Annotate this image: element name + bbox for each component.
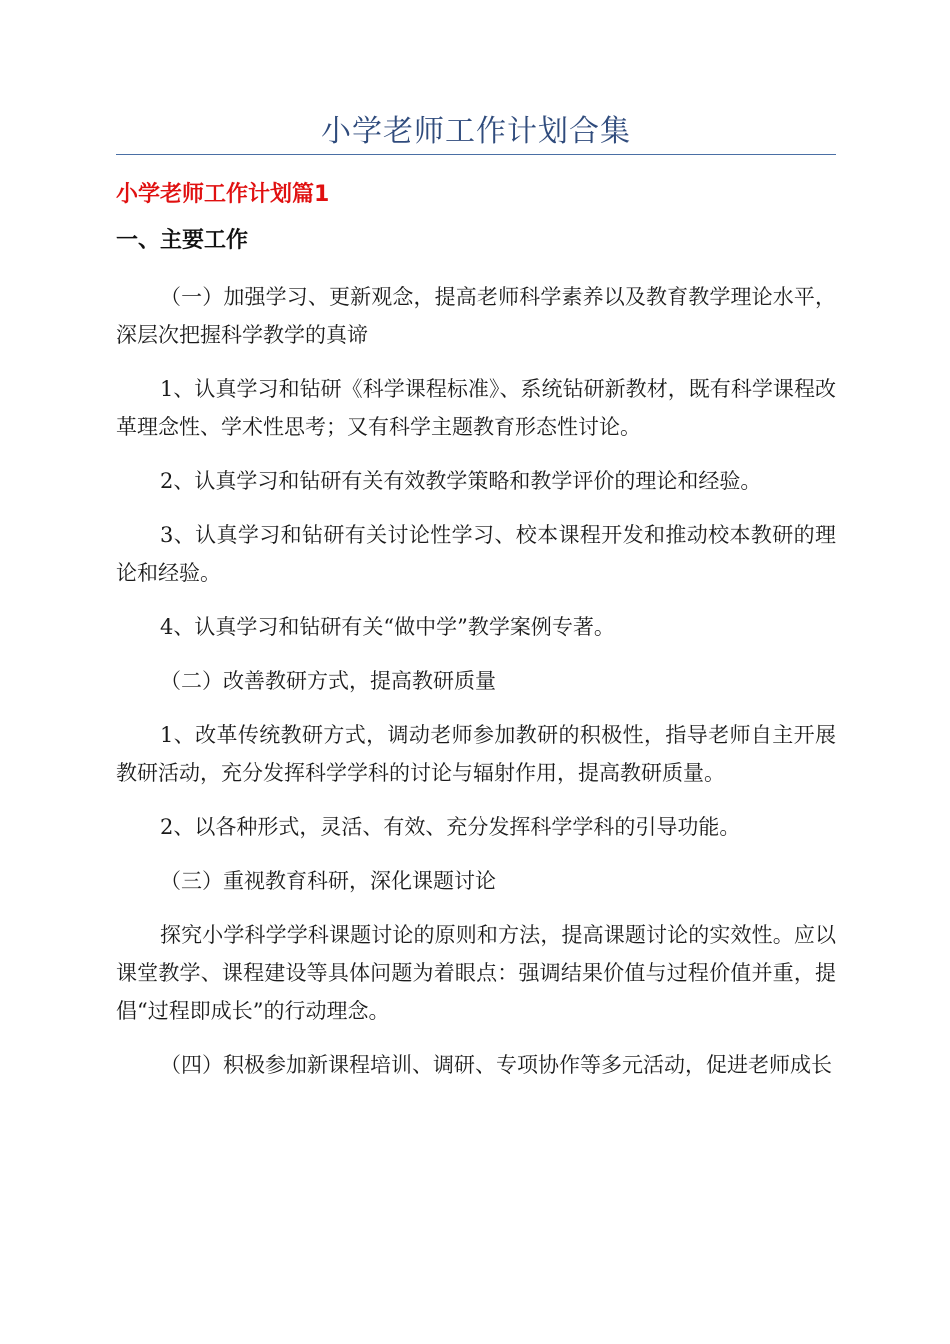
paragraph: （三）重视教育科研，深化课题讨论 <box>160 869 496 893</box>
paragraph: （四）积极参加新课程培训、调研、专项协作等多元活动，促进老师成长 <box>160 1053 832 1077</box>
document-body <box>116 278 836 1100</box>
paragraph: 2、认真学习和钻研有关有效教学策略和教学评价的理论和经验。 <box>160 469 762 493</box>
paragraph: 1、改革传统教研方式，调动老师参加教研的积极性，指导老师自主开展教研活动，充分发挥科学学科的讨论与辐射作用，提高教研质量。 <box>116 723 836 785</box>
paragraph: （二）改善教研方式，提高教研质量 <box>160 669 496 693</box>
paragraph: 3、认真学习和钻研有关讨论性学习、校本课程开发和推动校本教研的理论和经验。 <box>116 523 836 585</box>
paragraph: 4、认真学习和钻研有关“做中学”教学案例专著。 <box>160 615 615 639</box>
paragraph: 1、认真学习和钻研《科学课程标准》、系统钻研新教材，既有科学课程改革理念性、学术性思考；又有科学主题教育形态性讨论。 <box>116 377 836 439</box>
title-underline <box>116 154 836 155</box>
section-title: 小学老师工作计划篇1 <box>116 182 330 207</box>
paragraph: 2、以各种形式，灵活、有效、充分发挥科学学科的引导功能。 <box>160 815 741 839</box>
paragraph: 探究小学科学学科课题讨论的原则和方法，提高课题讨论的实效性。应以课堂教学、课程建设等具体问题为着眼点：强调结果价值与过程价值并重，提倡“过程即成长”的行动理念。 <box>116 923 836 1023</box>
paragraph: （一）加强学习、更新观念，提高老师科学素养以及教育教学理论水平，深层次把握科学教学的真谛 <box>116 285 836 347</box>
document-title: 小学老师工作计划合集 <box>321 114 631 149</box>
heading-main-work: 一、主要工作 <box>116 228 249 253</box>
